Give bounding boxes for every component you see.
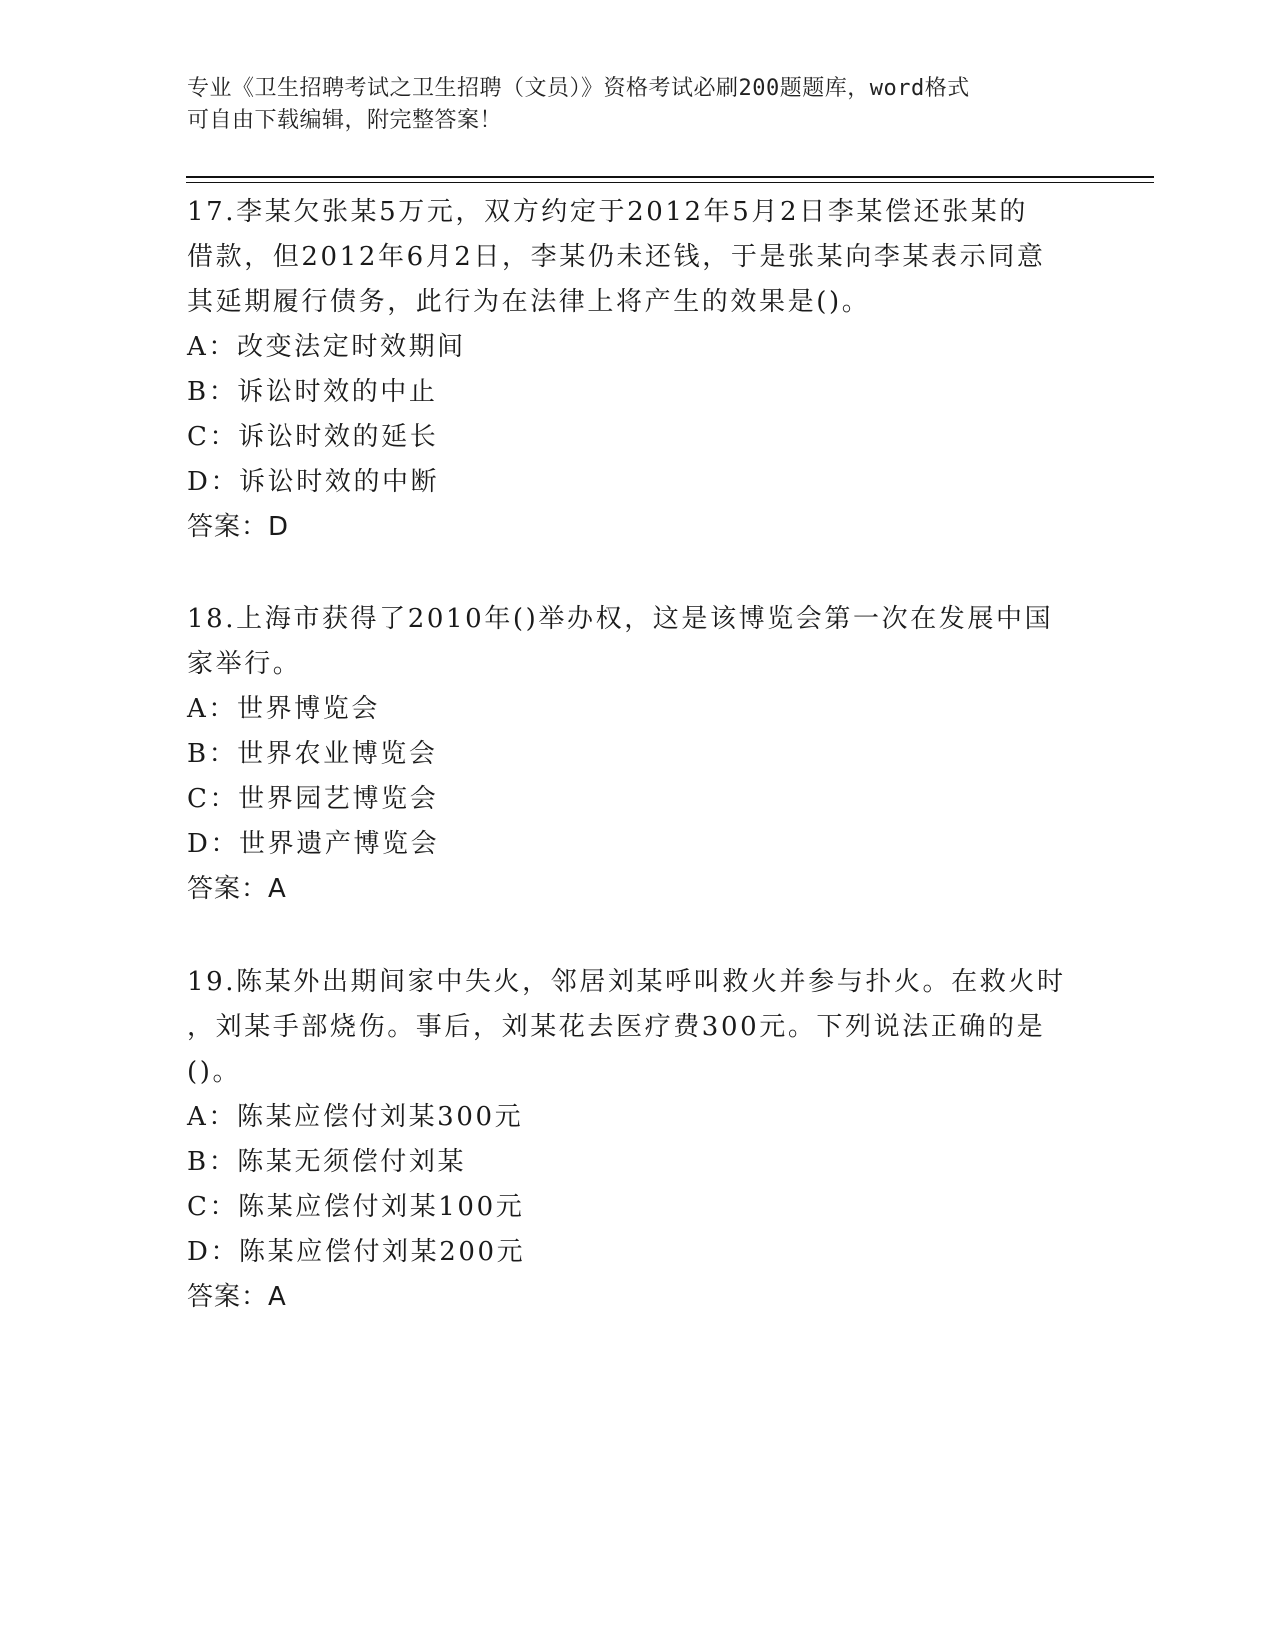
question-17 bbox=[187, 190, 1087, 550]
document-header bbox=[187, 73, 1087, 137]
option-d: D：世界遗产博览会 bbox=[187, 829, 440, 859]
question-text-line: 17.李某欠张某5万元，双方约定于2012年5月2日李某偿还张某的 bbox=[187, 197, 1028, 227]
question-text-line: 借款，但2012年6月2日，李某仍未还钱，于是张某向李某表示同意 bbox=[187, 242, 1046, 272]
question-text-line: 家举行。 bbox=[187, 649, 302, 679]
header-divider-thick bbox=[186, 176, 1154, 178]
question-text-line: ()。 bbox=[187, 1057, 242, 1087]
question-text-line: 19.陈某外出期间家中失火，邻居刘某呼叫救火并参与扑火。在救火时 bbox=[187, 967, 1066, 997]
question-text-line: 18.上海市获得了2010年()举办权，这是该博览会第一次在发展中国 bbox=[187, 604, 1054, 634]
option-a: A：改变法定时效期间 bbox=[187, 332, 466, 362]
option-b: B：世界农业博览会 bbox=[187, 739, 438, 769]
option-d: D：陈某应偿付刘某200元 bbox=[187, 1237, 526, 1267]
option-c: C：陈某应偿付刘某100元 bbox=[187, 1192, 525, 1222]
option-a: A：陈某应偿付刘某300元 bbox=[187, 1102, 524, 1132]
header-divider-thin bbox=[186, 182, 1154, 183]
option-d: D：诉讼时效的中断 bbox=[187, 467, 440, 497]
question-text-line: 其延期履行债务，此行为在法律上将产生的效果是()。 bbox=[187, 287, 871, 317]
question-18 bbox=[187, 597, 1087, 912]
question-text-line: ，刘某手部烧伤。事后，刘某花去医疗费300元。下列说法正确的是 bbox=[187, 1012, 1046, 1042]
question-19 bbox=[187, 960, 1087, 1320]
answer: 答案：A bbox=[187, 1282, 287, 1312]
option-c: C：世界园艺博览会 bbox=[187, 784, 439, 814]
option-b: B：陈某无须偿付刘某 bbox=[187, 1147, 467, 1177]
answer: 答案：A bbox=[187, 874, 287, 904]
option-b: B：诉讼时效的中止 bbox=[187, 377, 438, 407]
option-c: C：诉讼时效的延长 bbox=[187, 422, 439, 452]
option-a: A：世界博览会 bbox=[187, 694, 380, 724]
answer: 答案：D bbox=[187, 512, 290, 542]
header-line-2: 可自由下载编辑，附完整答案！ bbox=[187, 108, 503, 133]
header-line-1: 专业《卫生招聘考试之卫生招聘（文员）》资格考试必刷200题题库，word格式 bbox=[187, 76, 970, 101]
